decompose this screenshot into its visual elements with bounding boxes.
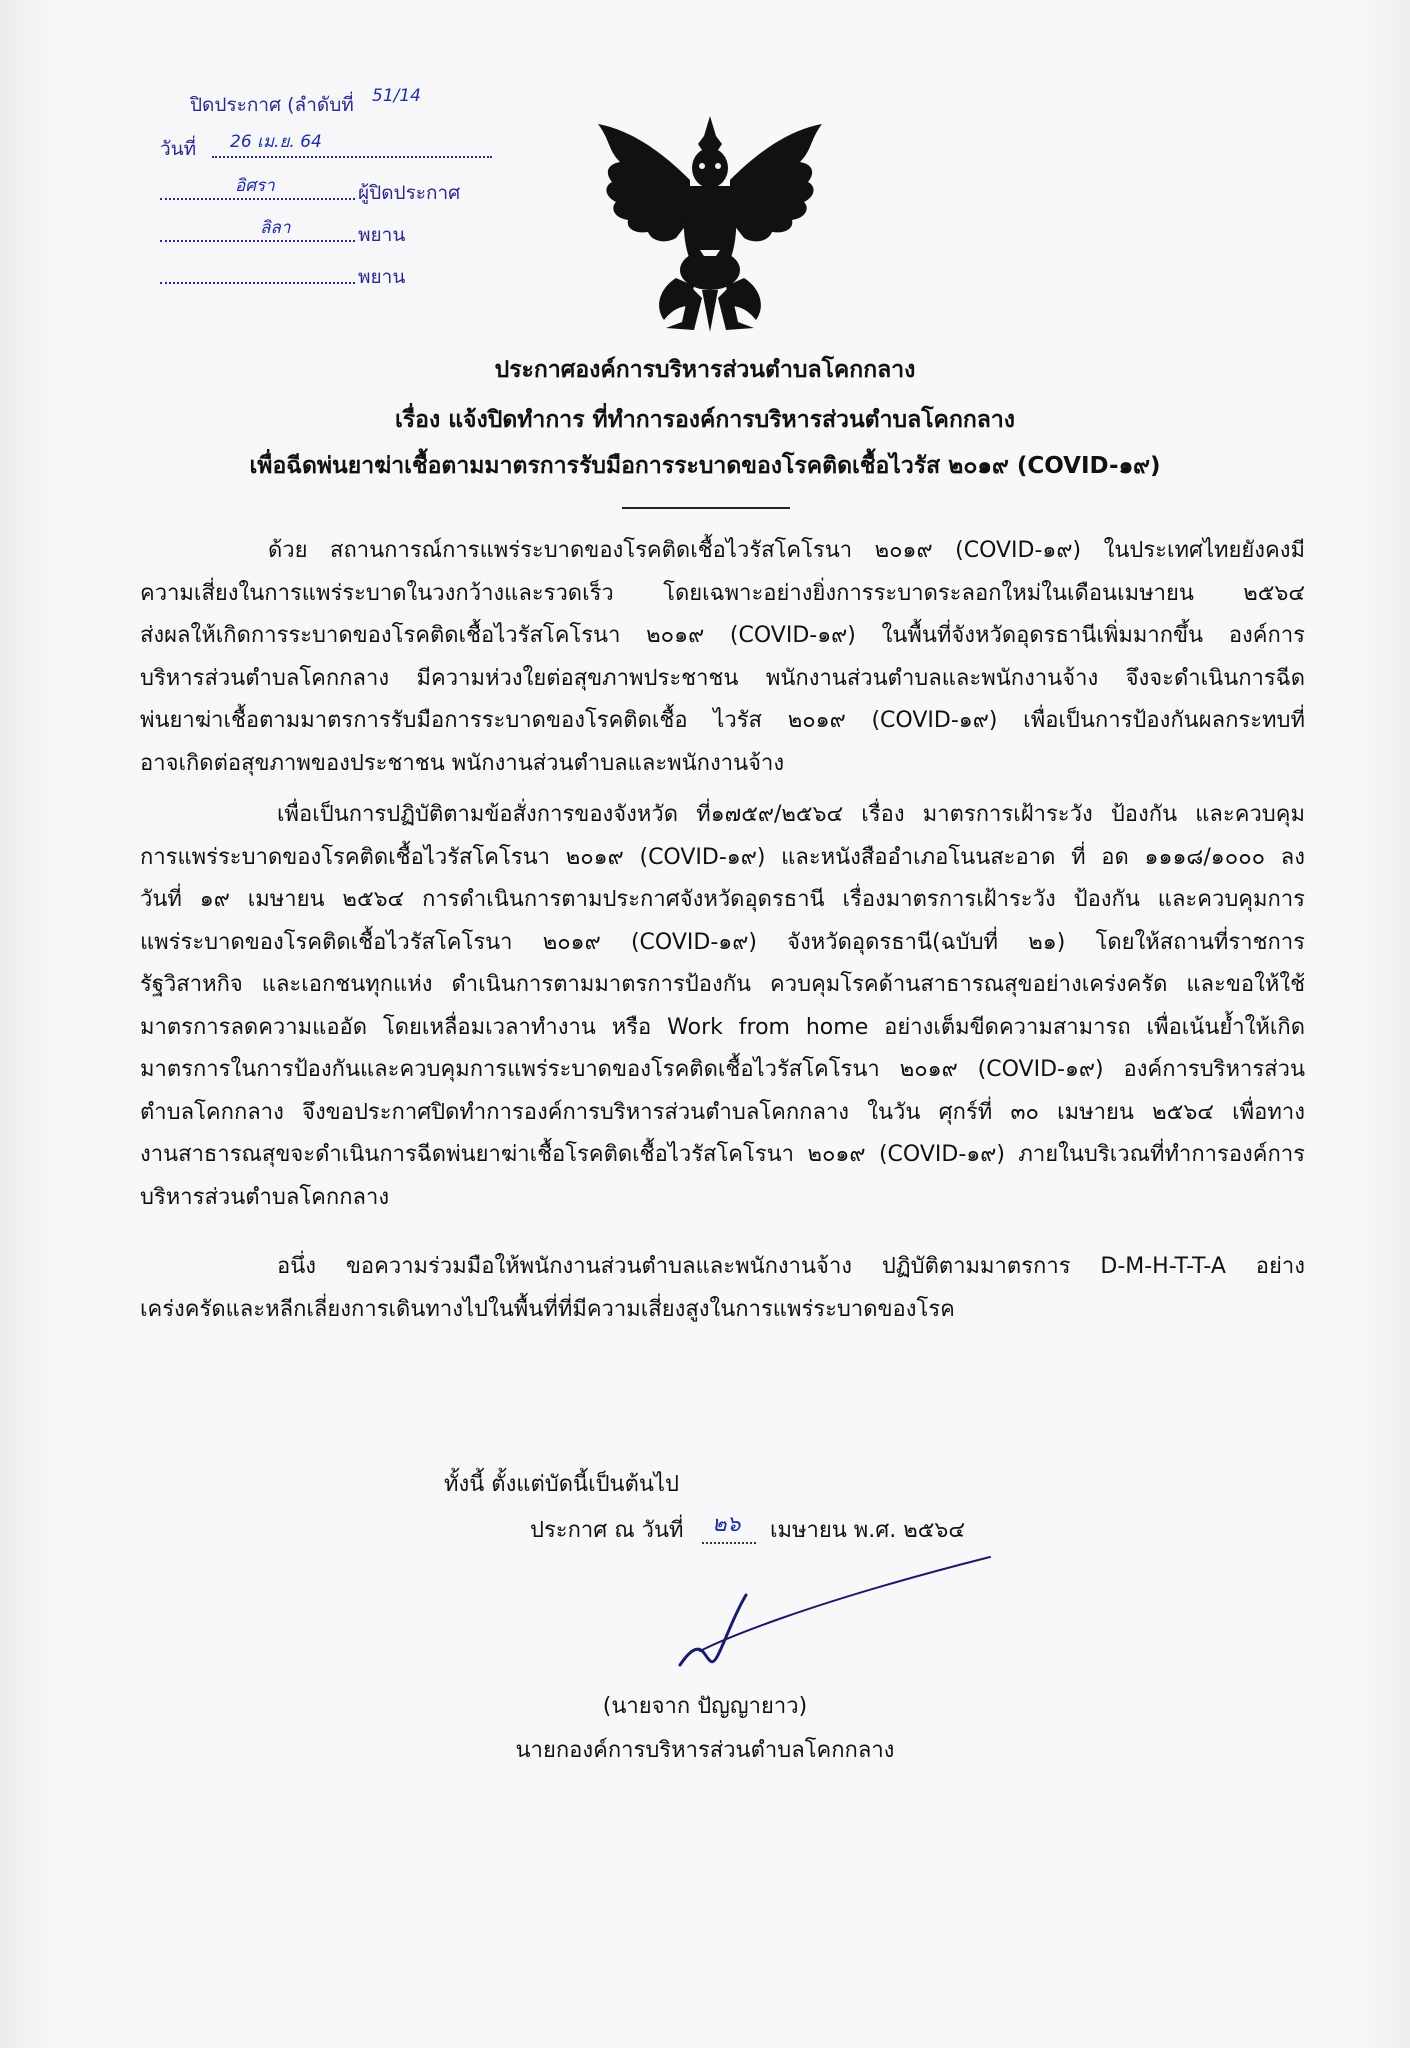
stamp-dotted-line [160,240,355,242]
paragraph-line: บริหารส่วนตำบลโคกกลาง มีความห่วงใยต่อสุขภาพประชาชน พนักงานส่วนตำบลและพนักงานจ้าง จึงจะดำเนินการฉีด [140,665,1305,691]
paragraph-line: พ่นยาฆ่าเชื้อตามมาตรการรับมือการระบาดของโรคติดเชื้อ ไวรัส ๒๐๑๙ (COVID-๑๙) เพื่อเป็นการป้องกันผลกระทบที่ [140,708,1305,733]
paragraph-line: งานสาธารณสุขจะดำเนินการฉีดพ่นยาฆ่าเชื้อโรคติดเชื้อไวรัสโคโรนา ๒๐๑๙ (COVID-๑๙) ภายในบริเวณที่ทำการองค์การ [140,1142,1305,1167]
announced-date-suffix: เมษายน พ.ศ. ๒๕๖๔ [770,1518,966,1543]
paragraph-3 [140,1246,1305,1331]
paragraph-line: ความเสี่ยงในการแพร่ระบาดในวงกว้างและรวดเร็ว โดยเฉพาะอย่างยิ่งการระบาดระลอกใหม่ในเดือนเมษายน ๒๕๖๔ [140,580,1305,606]
paragraph-line: แพร่ระบาดของโรคติดเชื้อไวรัสโคโรนา ๒๐๑๙ (COVID-๑๙) จังหวัดอุดรธานี(ฉบับที่ ๒๑) โดยให้สถานที่ราชการ [140,929,1305,955]
stamp-dotted-line [212,156,492,158]
stamp-poster-label: ผู้ปิดประกาศ [358,182,461,204]
paragraph-line: มาตรการลดความแออัด โดยเหลื่อมเวลาทำงาน หรือ Work from home อย่างเต็มขีดความสามารถ เพื่อเน้นย้ำให้เกิด [140,1014,1305,1040]
paragraph-line: ด้วย สถานการณ์การแพร่ระบาดของโรคติดเชื้อไวรัสโคโรนา ๒๐๑๙ (COVID-๑๙) ในประเทศไทยยังคงมี [268,538,1305,563]
effective-date-line: ทั้งนี้ ตั้งแต่บัดนี้เป็นต้นไป [444,1472,679,1497]
paragraph-line: บริหารส่วนตำบลโคกกลาง [140,1184,390,1210]
stamp-date-label: วันที่ [160,138,197,160]
stamp-posting-number: 51/14 [372,86,421,106]
handwritten-signature [660,1555,1000,1685]
stamp-poster-signature: อิศรา [235,176,275,196]
document-subject-line2: เพื่อฉีดพ่นยาฆ่าเชื้อตามมาตรการรับมือการระบาดของโรคติดเชื้อไวรัส ๒๐๑๙ (COVID-๑๙) [249,453,1161,479]
stamp-posting-label: ปิดประกาศ (ลำดับที่ [190,94,354,116]
paragraph-line: อนึ่ง ขอความร่วมมือให้พนักงานส่วนตำบลและพนักงานจ้าง ปฏิบัติตามมาตรการ D-M-H-T-T-A อย่าง [277,1254,1305,1279]
stamp-witness2-label: พยาน [358,266,406,288]
paragraph-1 [140,530,1305,785]
paragraph-line: รัฐวิสาหกิจ และเอกชนทุกแห่ง ดำเนินการตามมาตรการป้องกัน ควบคุมโรคด้านสาธารณสุขอย่างเคร่งครัด และขอให้ใช้ [140,972,1305,997]
paragraph-line: มาตรการในการป้องกันและควบคุมการแพร่ระบาดของโรคติดเชื้อไวรัสโคโรนา ๒๐๑๙ (COVID-๑๙) องค์การบริหารส่วน [140,1057,1305,1082]
stamp-dotted-line [160,198,355,200]
document-title: ประกาศองค์การบริหารส่วนตำบลโคกกลาง [494,357,916,383]
paragraph-line: เพื่อเป็นการปฏิบัติตามข้อสั่งการของจังหวัด ที่๑๗๕๙/๒๕๖๔ เรื่อง มาตรการเฝ้าระวัง ป้องกัน และควบคุม [277,802,1305,827]
document-subject: เรื่อง แจ้งปิดทำการ ที่ทำการองค์การบริหารส่วนตำบลโคกกลาง [394,407,1016,433]
stamp-dotted-line [160,282,355,284]
stamp-witness1-label: พยาน [358,224,406,246]
paragraph-line: อาจเกิดต่อสุขภาพของประชาชน พนักงานส่วนตำบลและพนักงานจ้าง [140,750,785,776]
paragraph-2 [140,794,1305,1219]
announced-date-prefix: ประกาศ ณ วันที่ [530,1518,684,1543]
paragraph-line: วันที่ ๑๙ เมษายน ๒๕๖๔ การดำเนินการตามประกาศจังหวัดอุดรธานี เรื่องมาตรการเฝ้าระวัง ป้องกัน และควบคุมการ [140,887,1305,912]
stamp-witness1-signature: ลิลา [260,218,291,238]
announced-day-handwritten: ๒๖ [712,1512,741,1537]
paragraph-line: ส่งผลให้เกิดการระบาดของโรคติดเชื้อไวรัสโคโรนา ๒๐๑๙ (COVID-๑๙) ในพื้นที่จังหวัดอุดรธานีเพิ่มมากขึ้น องค์การ [140,623,1305,648]
day-dotted-line [702,1542,756,1544]
signer-title: นายกองค์การบริหารส่วนตำบลโคกกลาง [515,1738,895,1763]
paragraph-line: เคร่งครัดและหลีกเลี่ยงการเดินทางไปในพื้นที่ที่มีความเสี่ยงสูงในการแพร่ระบาดของโรค [140,1296,955,1322]
garuda-emblem-icon [590,110,830,335]
signer-name: (นายจาก ปัญญายาว) [602,1694,808,1719]
posting-stamp [150,86,510,310]
paragraph-line: การแพร่ระบาดของโรคติดเชื้อไวรัสโคโรนา ๒๐๑๙ (COVID-๑๙) และหนังสืออำเภอโนนสะอาด ที่ อด ๑๑๑๘/๑๐๐๐ ลง [140,844,1305,870]
stamp-date-value: 26 เม.ย. 64 [230,132,322,152]
title-divider [622,507,790,509]
paragraph-line: ตำบลโคกกลาง จึงขอประกาศปิดทำการองค์การบริหารส่วนตำบลโคกกลาง ในวัน ศุกร์ที่ ๓๐ เมษายน ๒๕๖๔ เพื่อทาง [140,1099,1305,1125]
